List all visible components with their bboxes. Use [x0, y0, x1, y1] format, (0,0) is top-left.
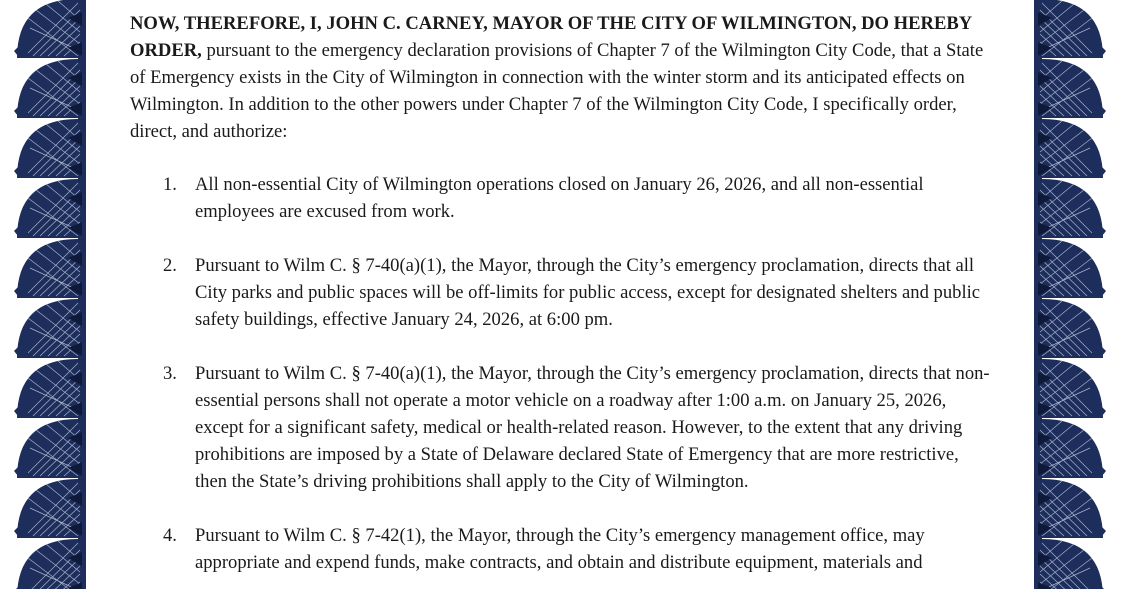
order-heading: NOW, THEREFORE, I, JOHN C. CARNEY, MAYOR OF THE CITY OF WILMINGTON, DO HEREBY ORDER,: [130, 13, 972, 61]
item-number: 2.: [163, 255, 177, 276]
order-paragraph: [130, 10, 992, 145]
decorative-border-left: [8, 0, 98, 589]
list-item: [130, 252, 992, 333]
item-number: 3.: [163, 363, 177, 384]
item-text: Pursuant to Wilm C. § 7-42(1), the Mayor, through the City’s emergency management office, may appropriate and expend funds, make contracts, and obtain and distribute equipment, materials and: [195, 525, 925, 573]
item-number: 4.: [163, 525, 177, 546]
item-text: All non-essential City of Wilmington operations closed on January 26, 2026, and all non-essential employees are excused from work.: [195, 174, 924, 222]
decorative-border-right: [1022, 0, 1112, 589]
proclamation-body: [130, 10, 992, 603]
item-text: Pursuant to Wilm C. § 7-40(a)(1), the Mayor, through the City’s emergency proclamation, directs that non-essential persons shall not operate a motor vehicle on a roadway after 1:00 a.m. on January 25, 2026, except for a significant safety, medical or health-related reason. However, to the extent that any driving prohibitions are imposed by a State of Delaware declared State of Emergency that are more restrictive, then the State’s driving prohibitions shall apply to the City of Wilmington.: [195, 363, 990, 492]
item-text: Pursuant to Wilm C. § 7-40(a)(1), the Mayor, through the City’s emergency proclamation, directs that all City parks and public spaces will be off-limits for public access, except for designated shelters and public safety buildings, effective January 24, 2026, at 6:00 pm.: [195, 255, 981, 330]
order-list: [130, 171, 992, 576]
list-item: [130, 360, 992, 495]
list-item: [130, 171, 992, 225]
item-number: 1.: [163, 174, 177, 195]
list-item: [130, 522, 992, 576]
order-text: pursuant to the emergency declaration provisions of Chapter 7 of the Wilmington City Code, that a State of Emergency exists in the City of Wilmington in connection with the winter storm and its anticipated effects on Wilmington. In addition to the other powers under Chapter 7 of the Wilmington City Code, I specifically order, direct, and authorize:: [130, 40, 984, 142]
